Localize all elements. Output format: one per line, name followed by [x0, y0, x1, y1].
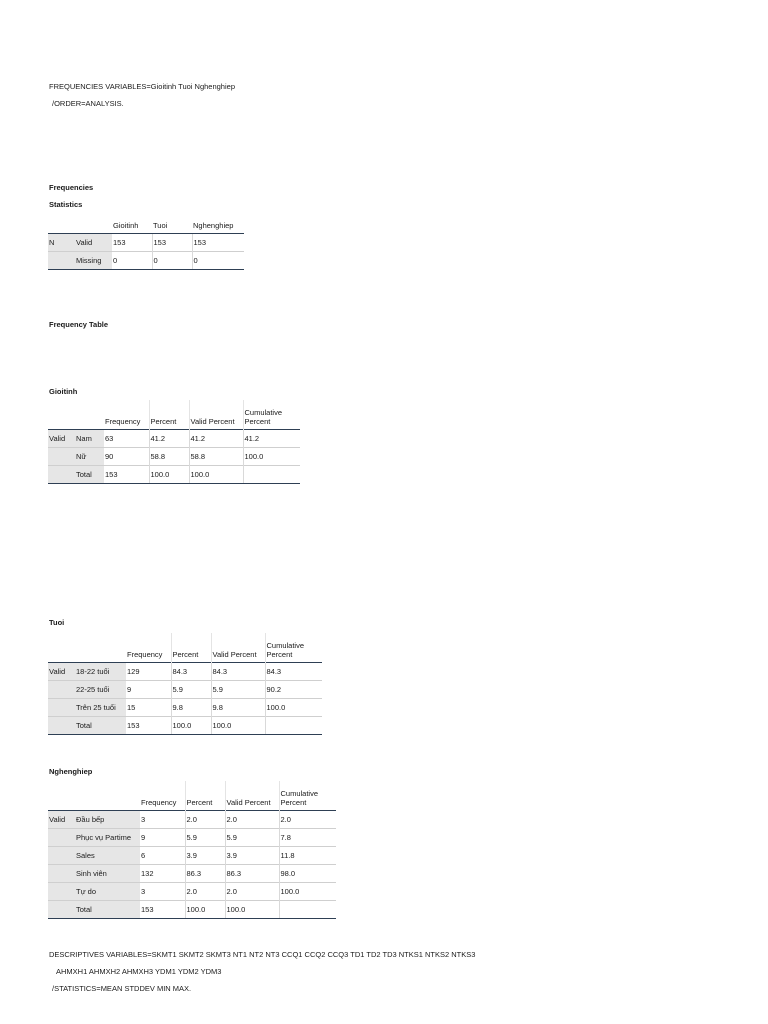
- row-group-label: N: [48, 234, 75, 252]
- table-row: [48, 811, 336, 829]
- table-row: [48, 681, 322, 699]
- table-row: [48, 883, 336, 901]
- syntax-line-frequencies: FREQUENCIES VARIABLES=Gioitinh Tuoi Nghenghiep: [49, 82, 235, 91]
- cumulative-percent-header: Cumulative Percent: [265, 633, 322, 663]
- row-group-label: Valid: [48, 430, 75, 448]
- frequency-header: Frequency: [105, 417, 141, 426]
- percent-header: Percent: [171, 633, 211, 663]
- frequency-table-heading: Frequency Table: [49, 320, 109, 329]
- cell: 2.0: [225, 811, 279, 829]
- frequency-header: Frequency: [141, 798, 177, 807]
- row-label: Đầu bếp: [75, 811, 140, 829]
- row-label: Total: [75, 466, 104, 484]
- row-label: 18-22 tuổi: [75, 663, 126, 681]
- cell: 132: [140, 865, 185, 883]
- gioitinh-table: [48, 400, 300, 484]
- table-row: [48, 699, 322, 717]
- percent-header: Percent: [185, 781, 225, 811]
- syntax-line-descriptives: DESCRIPTIVES VARIABLES=SKMT1 SKMT2 SKMT3 NT1 NT2 NT3 CCQ1 CCQ2 CCQ3 TD1 TD2 TD3 NTKS1 NTKS2 NTKS3: [49, 950, 476, 959]
- cell: 3: [140, 811, 185, 829]
- frequencies-heading: Frequencies: [49, 183, 94, 192]
- percent-header: Percent: [149, 400, 189, 430]
- nghenghiep-title: Nghenghiep: [49, 767, 93, 776]
- cell: 86.3: [185, 865, 225, 883]
- row-label: Nam: [75, 430, 104, 448]
- cell: 41.2: [189, 430, 243, 448]
- cell: 0: [192, 252, 244, 270]
- frequency-header: Frequency: [127, 650, 163, 659]
- cell: 100.0: [211, 717, 265, 735]
- cell: 153: [140, 901, 185, 919]
- row-label: Nữ: [75, 448, 104, 466]
- cell: 58.8: [189, 448, 243, 466]
- table-row: [48, 829, 336, 847]
- table-header-row: [48, 633, 322, 663]
- cell: [243, 466, 300, 484]
- cell: 153: [126, 717, 171, 735]
- cell: 41.2: [243, 430, 300, 448]
- table-row: [48, 430, 300, 448]
- cell: 5.9: [225, 829, 279, 847]
- tuoi-table: [48, 633, 322, 735]
- cell: 15: [126, 699, 171, 717]
- cell: 2.0: [185, 811, 225, 829]
- cell: 7.8: [279, 829, 336, 847]
- cell: 0: [152, 252, 192, 270]
- row-label: Sinh viên: [75, 865, 140, 883]
- cell: 9: [126, 681, 171, 699]
- row-label: Sales: [75, 847, 140, 865]
- column-header: Gioitinh: [113, 221, 139, 230]
- cell: 11.8: [279, 847, 336, 865]
- cell: 100.0: [185, 901, 225, 919]
- cell: 63: [104, 430, 149, 448]
- statistics-table: [48, 214, 244, 270]
- row-label: 22-25 tuổi: [75, 681, 126, 699]
- cell: 58.8: [149, 448, 189, 466]
- cell: 100.0: [149, 466, 189, 484]
- row-label: Valid: [75, 234, 112, 252]
- table-row: [48, 865, 336, 883]
- row-label: Total: [75, 901, 140, 919]
- valid-percent-header: Valid Percent: [225, 781, 279, 811]
- cell: 153: [192, 234, 244, 252]
- cell: 41.2: [149, 430, 189, 448]
- table-row: [48, 234, 244, 252]
- cumulative-percent-header: Cumulative Percent: [243, 400, 300, 430]
- table-row: [48, 663, 322, 681]
- cumulative-percent-header: Cumulative Percent: [279, 781, 336, 811]
- cell: 153: [152, 234, 192, 252]
- cell: 100.0: [279, 883, 336, 901]
- tuoi-title: Tuoi: [49, 618, 65, 627]
- column-header: Nghenghiep: [193, 221, 234, 230]
- cell: 5.9: [185, 829, 225, 847]
- cell: 6: [140, 847, 185, 865]
- table-header-row: [48, 214, 244, 234]
- cell: 100.0: [189, 466, 243, 484]
- cell: 100.0: [243, 448, 300, 466]
- table-row: [48, 847, 336, 865]
- row-label: Phục vụ Partime: [75, 829, 140, 847]
- cell: 90: [104, 448, 149, 466]
- cell: 100.0: [265, 699, 322, 717]
- gioitinh-title: Gioitinh: [49, 387, 78, 396]
- table-row: [48, 466, 300, 484]
- cell: [265, 717, 322, 735]
- cell: 3.9: [185, 847, 225, 865]
- syntax-line-statistics: /STATISTICS=MEAN STDDEV MIN MAX.: [52, 984, 192, 993]
- statistics-title: Statistics: [49, 200, 83, 209]
- cell: 84.3: [265, 663, 322, 681]
- row-label: Missing: [75, 252, 112, 270]
- row-label: Trên 25 tuổi: [75, 699, 126, 717]
- cell: 129: [126, 663, 171, 681]
- row-label: Total: [75, 717, 126, 735]
- valid-percent-header: Valid Percent: [211, 633, 265, 663]
- cell: 90.2: [265, 681, 322, 699]
- row-group-label: Valid: [48, 663, 75, 681]
- row-group-label: Valid: [48, 811, 75, 829]
- table-header-row: [48, 400, 300, 430]
- table-row: [48, 901, 336, 919]
- cell: 153: [112, 234, 152, 252]
- column-header: Tuoi: [153, 221, 168, 230]
- cell: 2.0: [185, 883, 225, 901]
- cell: 86.3: [225, 865, 279, 883]
- cell: 153: [104, 466, 149, 484]
- cell: 5.9: [211, 681, 265, 699]
- table-row: [48, 448, 300, 466]
- cell: 100.0: [225, 901, 279, 919]
- syntax-line-order: /ORDER=ANALYSIS.: [52, 99, 124, 108]
- cell: 5.9: [171, 681, 211, 699]
- cell: 3: [140, 883, 185, 901]
- cell: 84.3: [171, 663, 211, 681]
- cell: 9: [140, 829, 185, 847]
- cell: 3.9: [225, 847, 279, 865]
- cell: [279, 901, 336, 919]
- table-row: [48, 717, 322, 735]
- cell: 9.8: [171, 699, 211, 717]
- valid-percent-header: Valid Percent: [189, 400, 243, 430]
- cell: 98.0: [279, 865, 336, 883]
- cell: 100.0: [171, 717, 211, 735]
- cell: 2.0: [279, 811, 336, 829]
- row-label: Tự do: [75, 883, 140, 901]
- cell: 9.8: [211, 699, 265, 717]
- syntax-line-variables-cont: AHMXH1 AHMXH2 AHMXH3 YDM1 YDM2 YDM3: [56, 967, 222, 976]
- cell: 2.0: [225, 883, 279, 901]
- table-header-row: [48, 781, 336, 811]
- cell: 0: [112, 252, 152, 270]
- nghenghiep-table: [48, 781, 336, 919]
- cell: 84.3: [211, 663, 265, 681]
- table-row: [48, 252, 244, 270]
